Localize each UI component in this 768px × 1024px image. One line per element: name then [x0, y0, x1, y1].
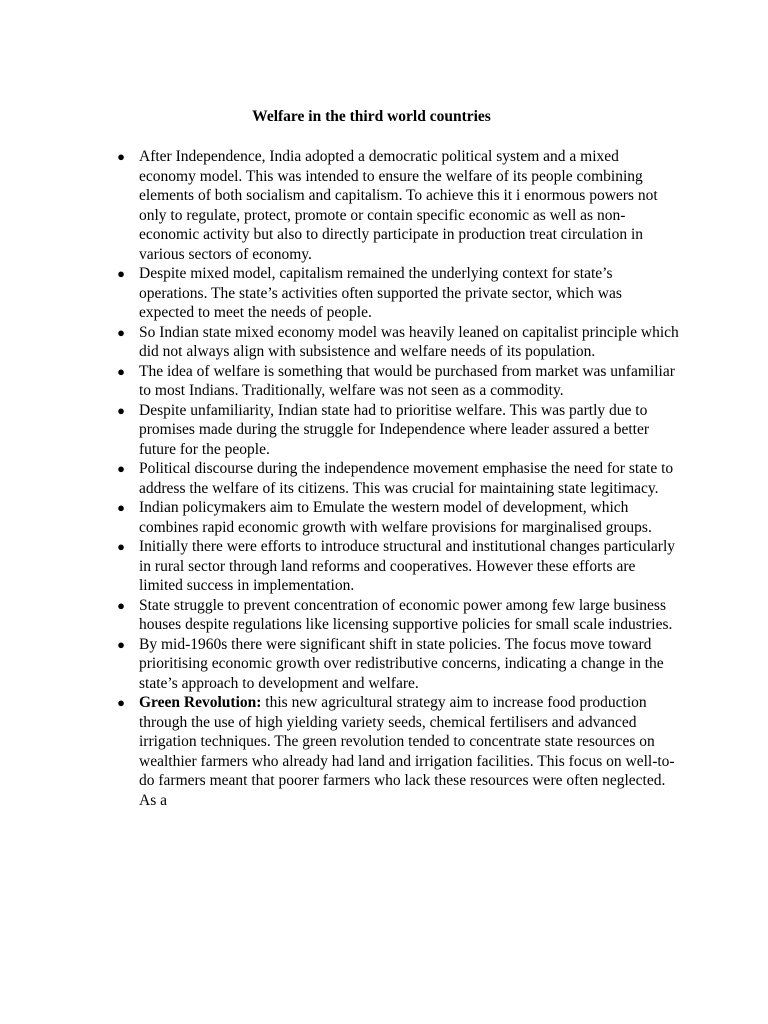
bullet-text: After Independence, India adopted a democratic political system and a mixed economy model. This was intended to ensure the welfare of its people combining elements of both socialism and capitalism. To achieve this it i enormous powers not only to regulate, protect, promote or contain specific economic as well as non-economic activity but also to directly participate in production treat circulation in various sectors of economy.: [139, 148, 658, 263]
list-item: [117, 693, 679, 810]
list-item: [117, 264, 679, 323]
document-title: Welfare in the third world countries: [252, 108, 491, 125]
bullet-icon: ●: [117, 461, 125, 476]
bullet-icon: ●: [117, 695, 125, 710]
bullet-icon: ●: [117, 266, 125, 281]
list-item: [117, 147, 679, 264]
list-item: [117, 498, 679, 537]
bullet-text: By mid-1960s there were significant shift in state policies. The focus move toward prioritising economic growth over redistributive concerns, indicating a change in the state’s approach to development and welfare.: [139, 635, 664, 692]
bullet-icon: ●: [117, 500, 125, 515]
bullet-text: State struggle to prevent concentration of economic power among few large business houses despite regulations like licensing supportive policies for small scale industries.: [139, 596, 673, 633]
bullet-list: [117, 147, 679, 810]
bullet-text: Indian policymakers aim to Emulate the western model of development, which combines rapid economic growth with welfare provisions for marginalised groups.: [139, 499, 652, 536]
bullet-lead: Green Revolution:: [139, 694, 262, 711]
bullet-icon: ●: [117, 539, 125, 554]
list-item: [117, 537, 679, 596]
bullet-icon: ●: [117, 149, 125, 164]
bullet-icon: ●: [117, 402, 125, 418]
list-item: [117, 635, 679, 694]
bullet-icon: ●: [117, 363, 125, 379]
list-item: [117, 401, 679, 460]
bullet-text: Initially there were efforts to introduce structural and institutional changes particularly in rural sector through land reforms and cooperatives. However these efforts are limited success in implementation.: [139, 538, 676, 594]
bullet-text: The idea of welfare is something that would be purchased from market was unfamiliar to most Indians. Traditionally, welfare was not seen as a commodity.: [139, 362, 675, 399]
list-item: [117, 596, 679, 635]
bullet-icon: ●: [117, 636, 125, 652]
bullet-text: this new agricultural strategy aim to increase food production through the use of high yielding variety seeds, chemical fertilisers and advanced irrigation techniques. The green revolution tended to concentrate state resources on wealthier farmers who already had land and irrigation facilities. This focus on well-to-do farmers meant that poorer farmers who lack these resources were often neglected. As a: [139, 694, 675, 809]
bullet-icon: ●: [117, 597, 125, 613]
list-item: [117, 362, 679, 401]
bullet-text: Despite unfamiliarity, Indian state had to prioritise welfare. This was partly due to promises made during the struggle for Independence where leader assured a better future for the people.: [139, 401, 650, 458]
bullet-icon: ●: [117, 324, 125, 340]
bullet-text: Political discourse during the independence movement emphasise the need for state to address the welfare of its citizens. This was crucial for maintaining state legitimacy.: [139, 460, 674, 497]
bullet-text: So Indian state mixed economy model was heavily leaned on capitalist principle which did not always align with subsistence and welfare needs of its population.: [139, 323, 679, 360]
list-item: [117, 459, 679, 498]
list-item: [117, 323, 679, 362]
bullet-text: Despite mixed model, capitalism remained the underlying context for state’s operations. The state’s activities often supported the private sector, which was expected to meet the needs of people.: [139, 265, 622, 321]
